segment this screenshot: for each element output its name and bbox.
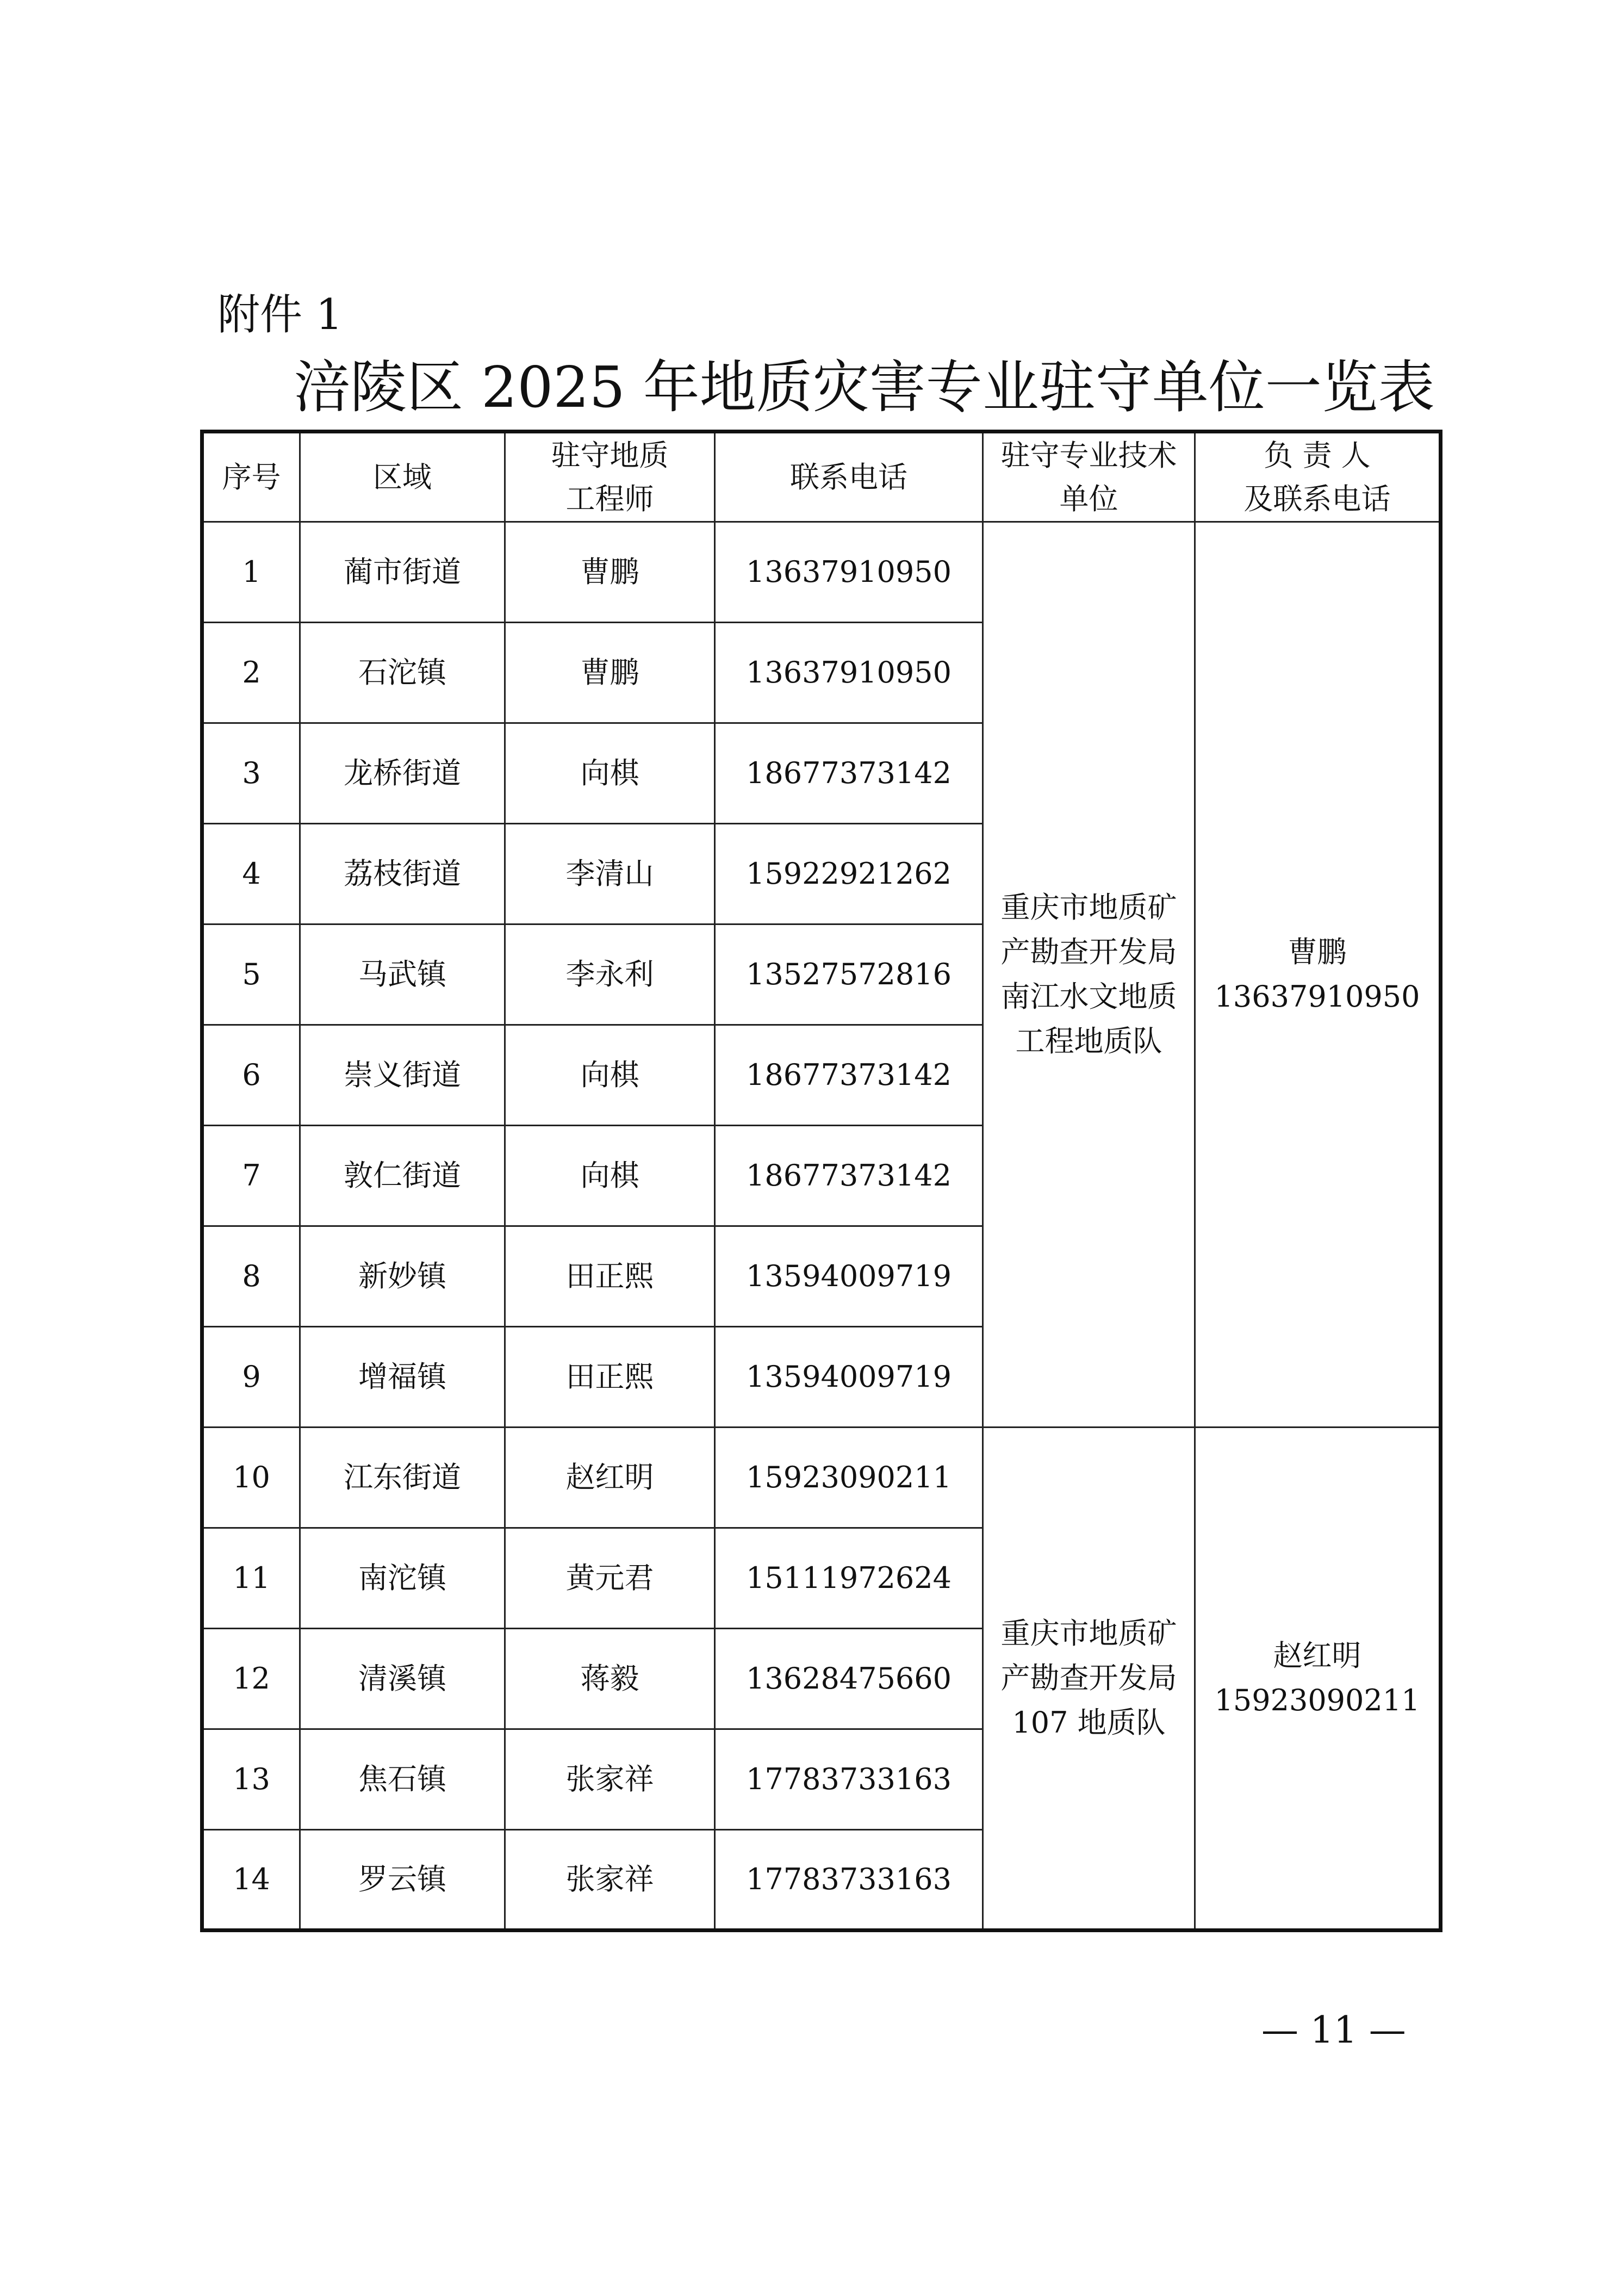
garrison-table (200, 430, 1442, 1932)
cell-index: 14 (202, 1830, 300, 1931)
cell-region: 荔枝街道 (300, 824, 505, 924)
table-row (202, 1428, 1441, 1528)
cell-org-group-2: 重庆市地质矿 产勘查开发局 107 地质队 (983, 1428, 1195, 1931)
cell-engineer: 向棋 (505, 723, 715, 824)
cell-region: 江东街道 (300, 1428, 505, 1528)
cell-region: 罗云镇 (300, 1830, 505, 1931)
cell-phone: 15111972624 (715, 1528, 983, 1629)
header-row (202, 432, 1441, 522)
cell-phone: 13628475660 (715, 1629, 983, 1729)
lead-phone: 15923090211 (1214, 1683, 1420, 1717)
cell-index: 9 (202, 1327, 300, 1428)
cell-engineer: 赵红明 (505, 1428, 715, 1528)
cell-engineer: 曹鹏 (505, 623, 715, 723)
cell-index: 5 (202, 924, 300, 1025)
cell-phone: 13594009719 (715, 1226, 983, 1327)
cell-engineer: 张家祥 (505, 1830, 715, 1931)
cell-phone: 17783733163 (715, 1830, 983, 1931)
cell-phone: 15923090211 (715, 1428, 983, 1528)
page-number: — 11 — (1261, 2009, 1406, 2052)
cell-org-group-1: 重庆市地质矿 产勘查开发局 南江水文地质 工程地质队 (983, 522, 1195, 1428)
cell-region: 蔺市街道 (300, 522, 505, 623)
cell-phone: 18677373142 (715, 1025, 983, 1126)
cell-region: 马武镇 (300, 924, 505, 1025)
cell-engineer: 李清山 (505, 824, 715, 924)
cell-engineer: 向棋 (505, 1025, 715, 1126)
header-index: 序号 (202, 432, 300, 522)
table-row (202, 522, 1441, 623)
header-org: 驻守专业技术 单位 (983, 432, 1195, 522)
cell-index: 10 (202, 1428, 300, 1528)
table-header (202, 432, 1441, 522)
cell-index: 8 (202, 1226, 300, 1327)
cell-index: 13 (202, 1729, 300, 1830)
cell-phone: 18677373142 (715, 723, 983, 824)
cell-phone: 18677373142 (715, 1126, 983, 1226)
document-title: 涪陵区 2025 年地质灾害专业驻守单位一览表 (294, 354, 1435, 420)
cell-index: 1 (202, 522, 300, 623)
lead-name: 曹鹏 (1288, 935, 1347, 969)
attachment-label: 附件 1 (217, 290, 343, 339)
cell-index: 6 (202, 1025, 300, 1126)
cell-index: 2 (202, 623, 300, 723)
header-phone: 联系电话 (715, 432, 983, 522)
table-body (202, 522, 1441, 1931)
cell-region: 清溪镇 (300, 1629, 505, 1729)
cell-phone: 13527572816 (715, 924, 983, 1025)
cell-index: 3 (202, 723, 300, 824)
cell-region: 敦仁街道 (300, 1126, 505, 1226)
cell-region: 龙桥街道 (300, 723, 505, 824)
lead-name: 赵红明 (1273, 1639, 1361, 1673)
cell-index: 11 (202, 1528, 300, 1629)
cell-lead-group-2 (1195, 1428, 1441, 1931)
cell-phone: 13637910950 (715, 623, 983, 723)
cell-engineer: 曹鹏 (505, 522, 715, 623)
cell-region: 焦石镇 (300, 1729, 505, 1830)
cell-phone: 13637910950 (715, 522, 983, 623)
cell-lead-group-1 (1195, 522, 1441, 1428)
cell-phone: 13594009719 (715, 1327, 983, 1428)
cell-engineer: 张家祥 (505, 1729, 715, 1830)
cell-engineer: 李永利 (505, 924, 715, 1025)
cell-phone: 15922921262 (715, 824, 983, 924)
cell-engineer: 田正熙 (505, 1327, 715, 1428)
cell-index: 4 (202, 824, 300, 924)
cell-engineer: 田正熙 (505, 1226, 715, 1327)
cell-engineer: 蒋毅 (505, 1629, 715, 1729)
cell-region: 崇义街道 (300, 1025, 505, 1126)
cell-region: 石沱镇 (300, 623, 505, 723)
header-engineer: 驻守地质 工程师 (505, 432, 715, 522)
cell-phone: 17783733163 (715, 1729, 983, 1830)
cell-engineer: 黄元君 (505, 1528, 715, 1629)
lead-phone: 13637910950 (1214, 979, 1420, 1014)
cell-region: 南沱镇 (300, 1528, 505, 1629)
cell-region: 增福镇 (300, 1327, 505, 1428)
cell-engineer: 向棋 (505, 1126, 715, 1226)
header-region: 区域 (300, 432, 505, 522)
cell-region: 新妙镇 (300, 1226, 505, 1327)
cell-index: 12 (202, 1629, 300, 1729)
cell-index: 7 (202, 1126, 300, 1226)
header-lead: 负 责 人 及联系电话 (1195, 432, 1441, 522)
